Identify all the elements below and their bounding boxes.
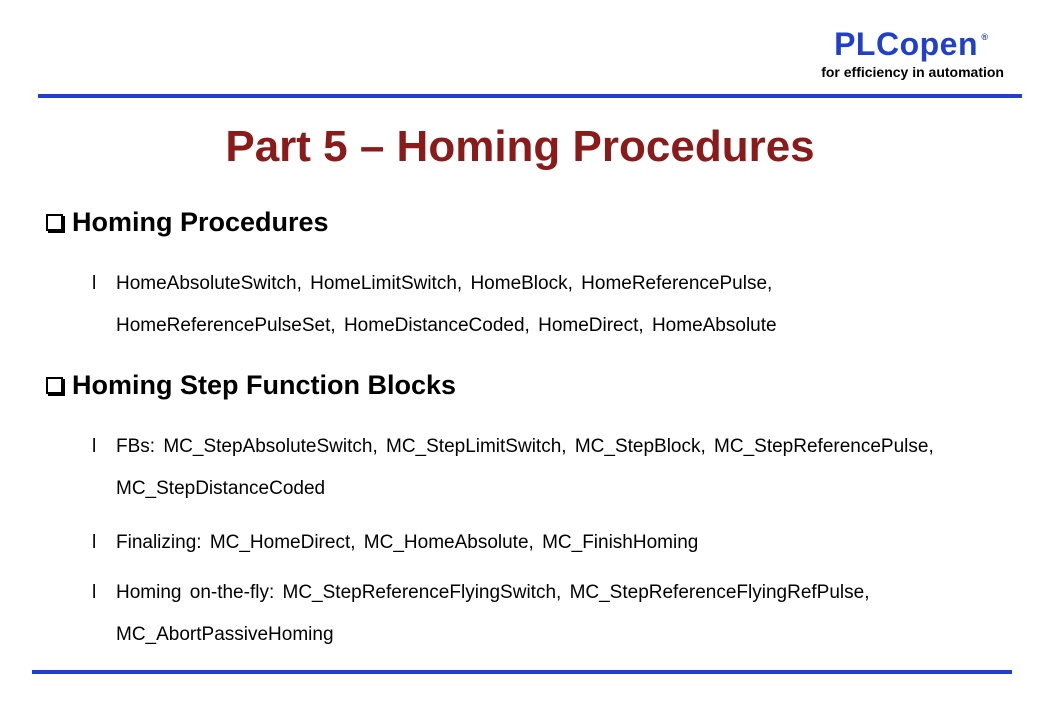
bullet-text: HomeAbsoluteSwitch, HomeLimitSwitch, HomeBlock, HomeReferencePulse, HomeReferencePulseSet, HomeDistanceCoded, HomeDirect, HomeAbsolute	[116, 273, 777, 336]
plcopen-logo	[794, 22, 1004, 86]
bullet-marker: l	[92, 273, 97, 294]
section-homing-step-fbs	[46, 370, 456, 401]
bullet-text: FBs: MC_StepAbsoluteSwitch, MC_StepLimitSwitch, MC_StepBlock, MC_StepReferencePulse, MC_StepDistanceCoded	[116, 436, 934, 499]
bullet-marker: l	[92, 436, 97, 457]
logo-name: PLCopen	[834, 26, 978, 62]
logo-tagline: for efficiency in automation	[821, 64, 1004, 80]
section-heading: Homing Step Function Blocks	[72, 370, 457, 400]
section-heading: Homing Procedures	[72, 207, 329, 237]
header-divider	[38, 94, 1022, 98]
checkbox-bullet-icon	[46, 214, 63, 231]
bullet-text: Finalizing: MC_HomeDirect, MC_HomeAbsolute, MC_FinishHoming	[116, 532, 699, 553]
section-homing-procedures	[46, 207, 329, 238]
footer-divider	[32, 670, 1012, 674]
bullet-text: Homing on-the-fly: MC_StepReferenceFlyingSwitch, MC_StepReferenceFlyingRefPulse, MC_AbortPassiveHoming	[116, 582, 870, 645]
checkbox-bullet-icon	[46, 377, 63, 394]
bullet-marker: l	[92, 532, 97, 553]
registered-mark: ®	[981, 32, 988, 42]
slide-title: Part 5 – Homing Procedures	[225, 122, 815, 171]
bullet-marker: l	[92, 582, 97, 603]
